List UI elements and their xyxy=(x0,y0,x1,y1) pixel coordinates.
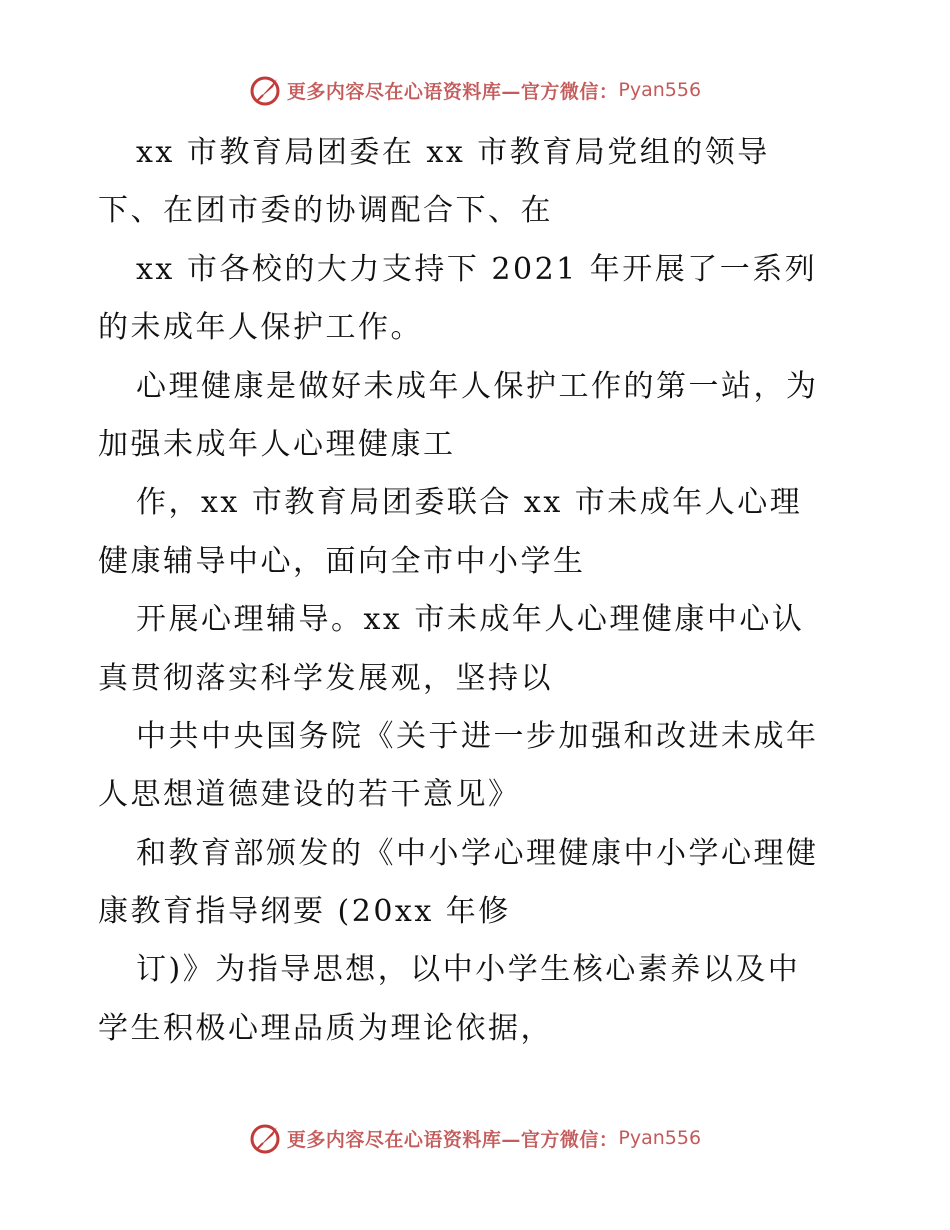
banner-text: 更多内容尽在心语资料库—官方微信： xyxy=(286,1128,619,1151)
paragraph-line: xx 市各校的大力支持下 2021 年开展了一系列 xyxy=(136,251,818,287)
paragraph xyxy=(98,941,898,1058)
paragraph-line: 健康辅导中心，面向全市中小学生 xyxy=(98,543,586,579)
paragraph-line: 中共中央国务院《关于进一步加强和改进未成年 xyxy=(136,718,819,754)
paragraph-line: 作，xx 市教育局团委联合 xx 市未成年人心理 xyxy=(136,485,803,521)
paragraph-line: 心理健康是做好未成年人保护工作的第一站，为 xyxy=(136,368,819,404)
paragraph xyxy=(98,241,898,358)
footer-banner xyxy=(0,1118,950,1158)
paragraph xyxy=(98,591,898,708)
paragraph xyxy=(98,124,898,241)
paragraph-line: 人思想道德建设的若干意见》 xyxy=(98,777,521,813)
paragraph-line: xx 市教育局团委在 xx 市教育局党组的领导 xyxy=(136,135,770,170)
paragraph-line: 和教育部颁发的《中小学心理健康中小学心理健 xyxy=(136,835,819,871)
paragraph-line: 的未成年人保护工作。 xyxy=(98,310,423,346)
paragraph-line: 订)》为指导思想，以中小学生核心素养以及中 xyxy=(136,952,801,988)
header-banner xyxy=(0,70,950,110)
paragraph xyxy=(98,474,898,591)
banner-text: 更多内容尽在心语资料库—官方微信： xyxy=(286,80,619,103)
paragraph xyxy=(98,358,898,475)
paragraph-line: 开展心理辅导。xx 市未成年人心理健康中心认 xyxy=(136,602,805,638)
paragraph-line: 真贯彻落实科学发展观，坚持以 xyxy=(98,660,553,696)
paragraph-line: 加强未成年人心理健康工 xyxy=(98,426,456,462)
paragraph xyxy=(98,825,898,942)
wechat-id: Pyan556 xyxy=(618,79,702,101)
quill-logo-icon xyxy=(249,73,283,107)
quill-logo-icon xyxy=(249,1121,283,1155)
document-body xyxy=(98,124,898,1058)
paragraph-line: 康教育指导纲要 (20xx 年修 xyxy=(98,894,511,930)
paragraph-line: 学生积极心理品质为理论依据， xyxy=(98,1010,553,1046)
paragraph xyxy=(98,708,898,825)
wechat-id: Pyan556 xyxy=(618,1127,702,1149)
paragraph-line: 下、在团市委的协调配合下、在 xyxy=(98,193,553,229)
